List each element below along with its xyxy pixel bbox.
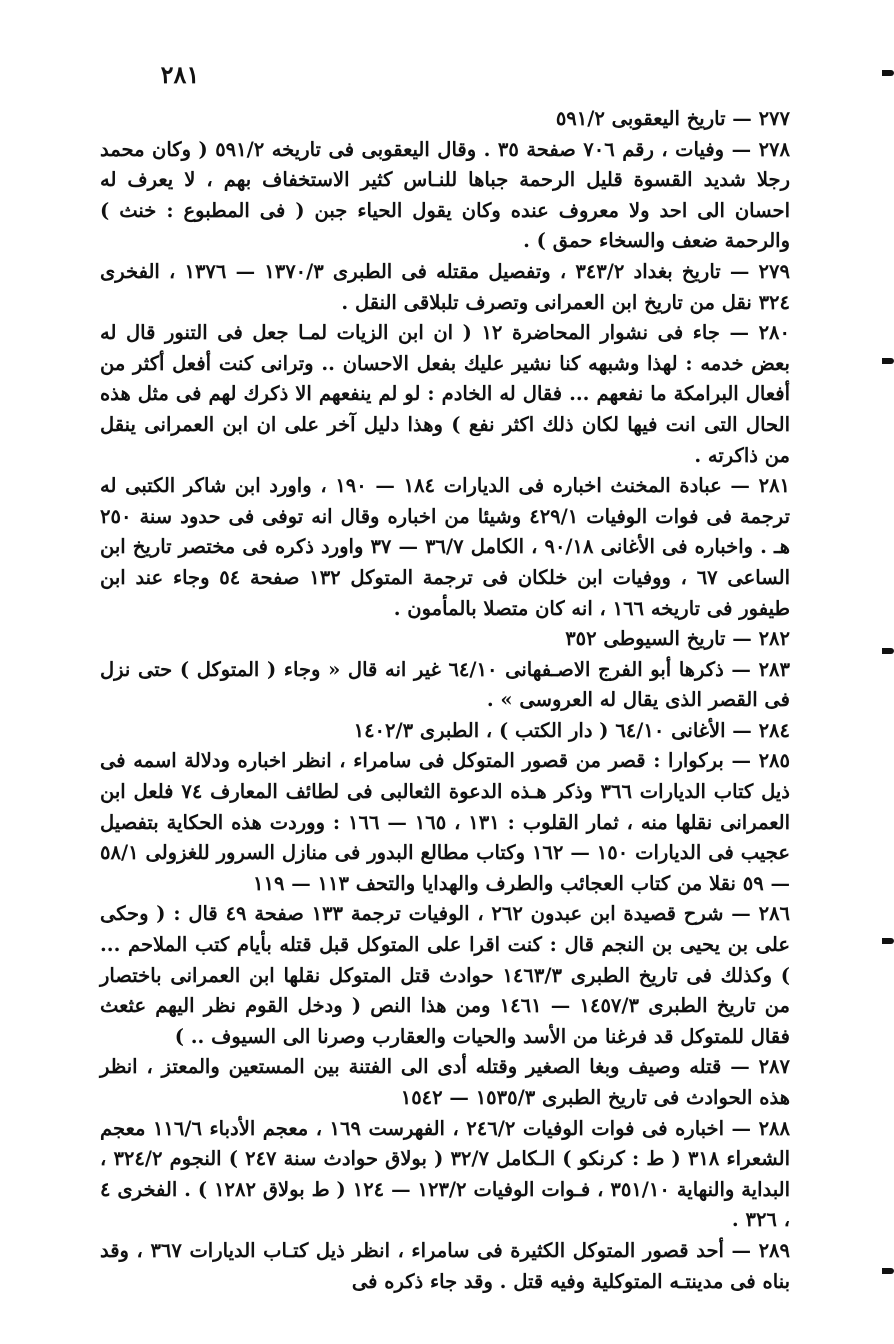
edge-mark	[882, 648, 894, 654]
note-284: ٢٨٤ — الأغانى ٦٤/١٠ ( دار الكتب ) ، الطبرى ١٤٠٢/٣	[353, 718, 790, 742]
note-283: ٢٨٣ — ذكرها أبو الفرج الاصـفهانى ٦٤/١٠ غير انه قال « وجاء ( المتوكل ) حتى نزل فى القصر الذى يقال له العروسى » .	[100, 657, 790, 712]
page-number: ٢٨١	[160, 60, 200, 89]
note-287: ٢٨٧ — قتله وصيف وبغا الصغير وقتله أدى الى الفتنة بين المستعين والمعتز ، انظر هذه الحوادث فى تاريخ الطبرى ١٥٣٥/٣ — ١٥٤٢	[100, 1055, 790, 1109]
note-285: ٢٨٥ — بركوارا : قصر من قصور المتوكل فى سامراء ، انظر اخباره ودلالة اسمه فى ذيل كتاب الديارات ٣٦٦ وذكر هـذه الدعوة الثعالبى فى لطائف المعارف ٧٤ فلعل ابن العمرانى نقلها منه ، ثمار القلوب : ١٣١ ، ١٦٥ — ١٦٦ : ووردت هذه الحكاية بتفصيل عجيب فى الديارات ١٥٠ — ١٦٢ وكتاب مطالع البدور فى منازل السرور للغزولى ٥٨/١ — ٥٩ نقلا من كتاب العجائب والطرف والهدايا والتحف ١١٣ — ١١٩	[100, 749, 791, 895]
edge-mark	[882, 1268, 894, 1274]
note-288: ٢٨٨ — اخباره فى فوات الوفيات ٢٤٦/٢ ، الفهرست ١٦٩ ، معجم الأدباء ١١٦/٦ معجم الشعراء ٣١٨ ( ط : كرنكو ) الـكامل ٣٢/٧ ( بولاق حوادث سنة ٢٤٧ ) النجوم ٣٢٤/٢ ، البداية والنهاية ٣٥١/١٠ ، فـوات الوفيات ١٢٣/٢ — ١٢٤ ( ط بولاق ١٢٨٢ ) . الفخرى ٤ ، ٣٢٦ .	[100, 1116, 791, 1232]
edge-mark	[882, 70, 894, 76]
note-278: ٢٧٨ — وفيات ، رقم ٧٠٦ صفحة ٣٥ . وقال اليعقوبى فى تاريخه ٥٩١/٢ ( وكان محمد رجلا شديد القسوة قليل الرحمة جباها للنـاس كثير الاستخفاف بهم ، لا يعرف له احسان الى احد ولا معروف عنده وكان يقول الحياء جبن ( فى المطبوع : خنث ) والرحمة ضعف والسخاء حمق ) .	[100, 137, 790, 253]
note-280: ٢٨٠ — جاء فى نشوار المحاضرة ١٢ ( ان ابن الزيات لمـا جعل فى التنور قال له بعض خدمه : لهذا وشبهه كنا نشير عليك بفعل الاحسان .. وترانى كنت أفعل أكثر من أفعال البرامكة ما نفعهم ... فقال له الخادم : لو لم ينفعهم الا ذكرك لهم فى مثل هذه الحال التى انت فيها لكان ذلك اكثر نفع ) وهذا دليل آخر على ان ابن العمرانى ينقل من ذاكرته .	[100, 321, 790, 467]
endnotes-body	[100, 104, 790, 1297]
note-277: ٢٧٧ — تاريخ اليعقوبى ٥٩١/٢	[555, 107, 790, 130]
note-281: ٢٨١ — عبادة المخنث اخباره فى الديارات ١٨٤ — ١٩٠ ، واورد ابن شاكر الكتبى له ترجمة فى فوات الوفيات ٤٢٩/١ وشيئا من اخباره وقال انه توفى فى حدود سنة ٢٥٠ هـ . واخباره فى الأغانى ٩٠/١٨ ، الكامل ٣٦/٧ — ٣٧ واورد ذكره فى مختصر تاريخ ابن الساعى ٦٧ ، ووفيات ابن خلكان فى ترجمة المتوكل ١٣٢ صفحة ٥٤ وجاء عند ابن طيفور فى تاريخه ١٦٦ ، انه كان متصلا بالمأمون .	[100, 474, 791, 620]
note-282: ٢٨٢ — تاريخ السيوطى ٣٥٢	[565, 627, 790, 651]
edge-mark	[882, 938, 894, 944]
note-289: ٢٨٩ — أحد قصور المتوكل الكثيرة فى سامراء ، انظر ذيل كتـاب الديارات ٣٦٧ ، وقد بناه فى مدينتـه المتوكلية وفيه قتل . وقد جاء ذكره فى	[100, 1238, 790, 1293]
note-286: ٢٨٦ — شرح قصيدة ابن عبدون ٢٦٢ ، الوفيات ترجمة ١٣٣ صفحة ٤٩ قال : ( وحكى على بن يحيى بن النجم قال : كنت اقرا على المتوكل قبل قتله بأيام كتب الملاحم ... ) وكذلك فى تاريخ الطبرى ١٤٦٣/٣ حوادث قتل المتوكل نقلها ابن العمرانى باختصار من تاريخ الطبرى ١٤٥٧/٣ — ١٤٦١ ومن هذا النص ( ودخل القوم نظر اليهم عثعث فقال للمتوكل قد فرغنا من الأسد والحيات والعقارب وصرنا الى السيوف .. )	[100, 902, 791, 1048]
edge-mark	[882, 358, 894, 364]
scan-edge-marks	[878, 0, 894, 1344]
note-279: ٢٧٩ — تاريخ بغداد ٣٤٣/٢ ، وتفصيل مقتله فى الطبرى ١٣٧٠/٣ — ١٣٧٦ ، الفخرى ٣٢٤ نقل من تاريخ ابن العمرانى وتصرف تلبلاقى النقل .	[100, 259, 790, 314]
